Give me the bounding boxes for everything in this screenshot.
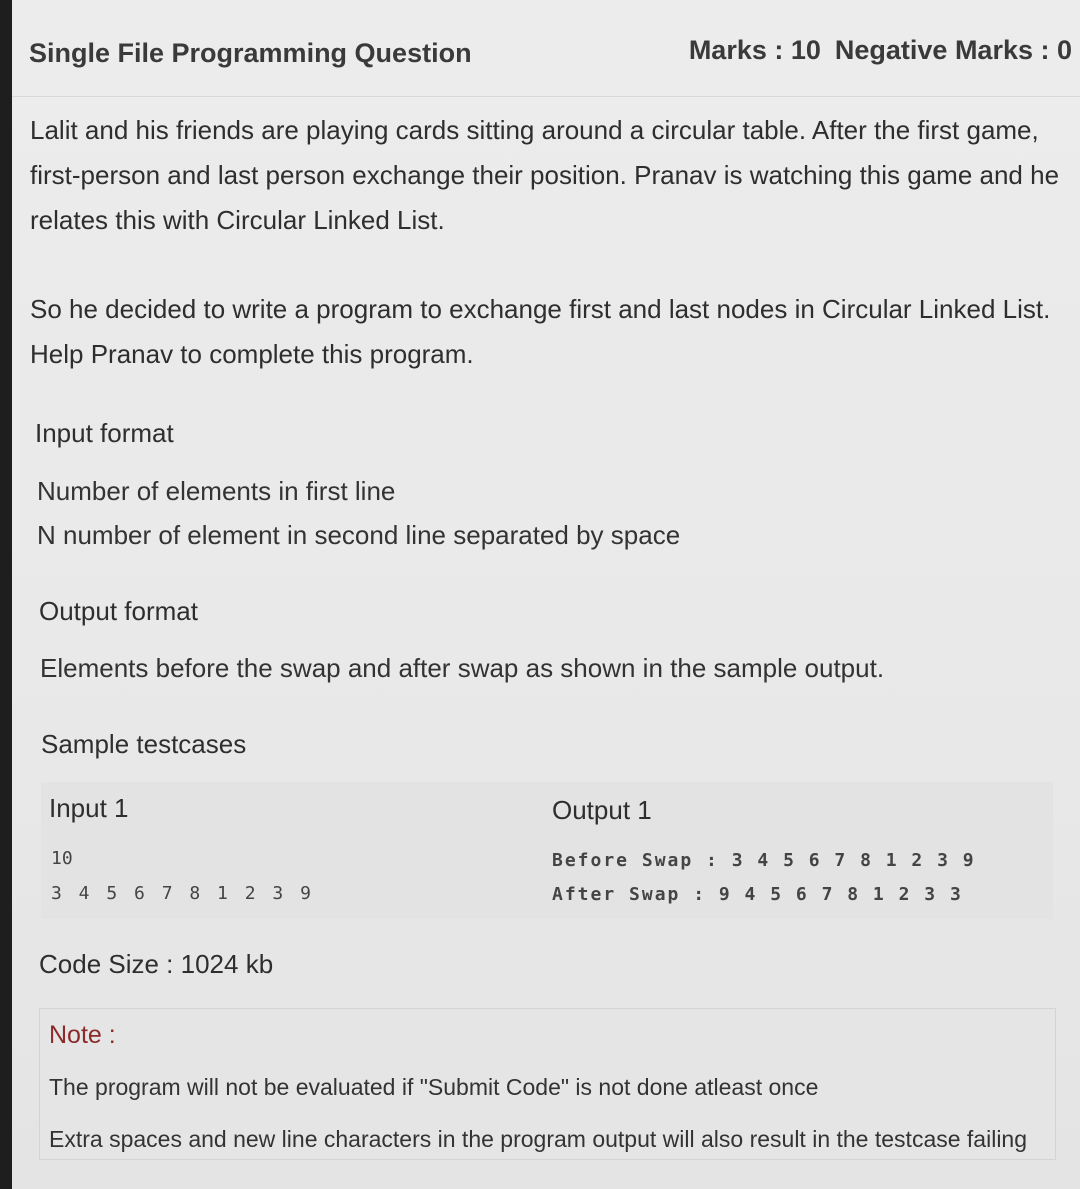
input-format-line: N number of element in second line separated by space xyxy=(37,520,681,550)
sample-input-label: Input 1 xyxy=(49,793,129,823)
question-page xyxy=(12,0,1080,1189)
output-format-title: Output format xyxy=(39,596,198,626)
question-header xyxy=(12,0,1080,97)
sample-input-line: 3 4 5 6 7 8 1 2 3 9 xyxy=(51,883,314,904)
problem-description-paragraph-1: Lalit and his friends are playing cards sitting around a circular table. After the first game, first-person and last person exchange their position. Pranav is watching this game and he relates this with Circular Linked List. xyxy=(30,115,1060,235)
input-format-line: Number of elements in first line xyxy=(37,476,396,506)
note-title: Note : xyxy=(49,1021,116,1049)
sample-testcase-box xyxy=(41,782,1053,919)
problem-description-paragraph-2: So he decided to write a program to exchange first and last nodes in Circular Linked List. Help Pranav to complete this program. xyxy=(30,294,1051,369)
code-size-label: Code Size : 1024 kb xyxy=(39,949,274,979)
sample-output-label: Output 1 xyxy=(552,795,652,825)
sample-input-line: 10 xyxy=(51,848,73,869)
output-format-line: Elements before the swap and after swap as shown in the sample output. xyxy=(40,653,885,683)
note-line: The program will not be evaluated if "Submit Code" is not done atleast once xyxy=(49,1074,819,1100)
question-type-label: Single File Programming Question xyxy=(29,38,472,68)
input-format-title: Input format xyxy=(35,418,174,448)
negative-marks-label: Negative Marks : 0 xyxy=(834,35,1072,65)
sample-output-line: Before Swap : 3 4 5 6 7 8 1 2 3 9 xyxy=(552,850,976,871)
marks-info xyxy=(689,35,1072,66)
sample-output-line: After Swap : 9 4 5 6 7 8 1 2 3 3 xyxy=(552,884,963,905)
sample-testcases-title: Sample testcases xyxy=(41,729,247,759)
note-box xyxy=(39,1008,1056,1160)
note-line: Extra spaces and new line characters in the program output will also result in the testcase failing xyxy=(49,1126,1028,1152)
marks-label: Marks : 10 xyxy=(688,35,821,65)
